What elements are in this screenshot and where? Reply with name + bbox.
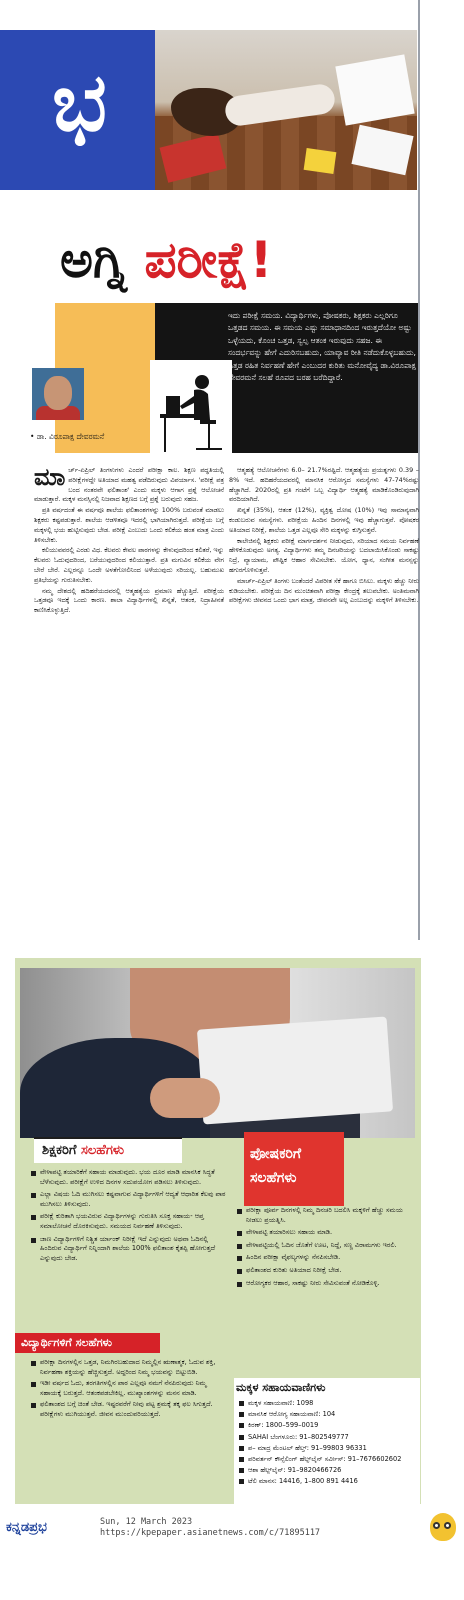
- student-desk-illustration: [150, 360, 232, 456]
- list-item: ವೇಳಾಪಟ್ಟಿಯಲ್ಲಿ ಓದಿನ ಜೊತೆಗೆ ಊಟ, ನಿದ್ದೆ, ಸಣ್ಣ ವಿರಾಮಗಳು ಇರಲಿ.: [236, 1241, 416, 1251]
- helpline-item: ಆಶಾ ಹೆಲ್ಪ್‌ಲೈನ್: 91–9820466726: [238, 1465, 420, 1476]
- list-item: ಇಡೀ ವರ್ಷದ ಓದು, ತರಗತಿಗಳಲ್ಲಿನ ಪಾಠ ಎಲ್ಲವೂ ನಮಗೆ ನೆನಪಿರುವುದು ನಿಮ್ಮ ಸಹಾಯಕ್ಕೆ ಬರುತ್ತದೆ. ಆತಂಕಪಡಬೇಕಿಲ್ಲ. ಮುಖ್ಯಾಂಶಗಳನ್ನು ಮನನ ಮಾಡಿ.: [30, 1379, 228, 1398]
- helpline-item: ಪ– ಮಾದ್ರ ಮೆಂಟಲ್ ಹೆಲ್ತ್: 91–99803 96331: [238, 1443, 420, 1454]
- list-item: ಎಲ್ಲಾ ವಿಷಯ ಓದಿ ಮುಗಿಸಲು ಕಷ್ಟವಾಗುವ ವಿದ್ಯಾರ್ಥಿಗಳಿಗೆ ಆದ್ಯತೆ ಆಧಾರಿತ ಕೆಲವು ಪಾಠ ಮುಗಿಸಲು ತಿಳಿಸುವುದು.: [30, 1190, 228, 1209]
- footer-brand-logo: ಕನ್ನಡಪ್ರಭ: [6, 1520, 47, 1535]
- helpline-list: [238, 1398, 420, 1488]
- hero-photo: [155, 30, 417, 190]
- headline-part1: ಅಗ್ನಿ: [60, 231, 145, 289]
- owl-mascot-icon: [430, 1513, 456, 1541]
- teachers-tips-heading: ಶಿಕ್ಷಕರಿಗೆ ಸಲಹೆಗಳು: [34, 1137, 182, 1163]
- helpline-item: ಕಿರಣ್: 1800–599–0019: [238, 1420, 420, 1431]
- helpline-item: SAHAI ಬೆಂಗಳೂರು: 91–802549777: [238, 1432, 420, 1443]
- students-tips-heading: ವಿದ್ಯಾರ್ಥಿಗಳಿಗೆ ಸಲಹೆಗಳು: [15, 1333, 160, 1353]
- helpline-item: ಪರಿವರ್ತನ್ ಕೌನ್ಸೆಲಿಂಗ್ ಹೆಲ್ಪ್‌ಲೈನ್ ಸರ್ವೀಸ್: 91–7676602602: [238, 1454, 420, 1465]
- author-byline: • ಡಾ. ವಿರೂಪಾಕ್ಷ ದೇವರಮನೆ: [30, 432, 105, 441]
- list-item: ಆರೋಗ್ಯಕರ ಆಹಾರ, ಸಾಕಷ್ಟು ನೀರು ಸೇವಿಸುವಂತೆ ನೋಡಿಕೊಳ್ಳಿ.: [236, 1279, 416, 1289]
- helpline-item: ಮಕ್ಕಳ ಸಹಾಯವಾಣಿ: 1098: [238, 1398, 420, 1409]
- masthead-logo: ಭ: [52, 56, 103, 149]
- list-item: ಫಲಿತಾಂಶದ ಬಗ್ಗೆ ಚಿಂತೆ ಬೇಡ. ಇಷ್ಟರವರೆಗೆ ನೀವು ಪಟ್ಟ ಶ್ರಮಕ್ಕೆ ತಕ್ಕ ಫಲ ಸಿಗುತ್ತದೆ. ಪರೀಕ್ಷೆಗಳು ಮುಗಿಯುತ್ತವೆ. ಜೀವನ ಮುಂದುವರಿಯುತ್ತದೆ.: [30, 1400, 228, 1419]
- helpline-item: ಮಾನಸಿಕ ಆರೋಗ್ಯ ಸಹಾಯವಾಣಿ: 104: [238, 1409, 420, 1420]
- list-item: ಫಲಿತಾಂಶದ ಕುರಿತು ಅತಿಯಾದ ನಿರೀಕ್ಷೆ ಬೇಡ.: [236, 1266, 416, 1276]
- parents-tips-list: [236, 1206, 416, 1376]
- list-item: ಪರೀಕ್ಷಾ ಪೂರ್ವ ದಿನಗಳಲ್ಲಿ ನಿಮ್ಮ ದಿನಚರಿ ಬದಲಿಸಿ ಮಕ್ಕಳಿಗೆ ಹೆಚ್ಚು ಸಮಯ ನೀಡಲು ಪ್ರಯತ್ನಿಸಿ.: [236, 1206, 416, 1225]
- article-column-left: [34, 466, 224, 931]
- intro-text: ಇದು ಪರೀಕ್ಷೆ ಸಮಯ. ವಿದ್ಯಾರ್ಥಿಗಳು, ಪೋಷಕರು, ಶಿಕ್ಷಕರು ಎಲ್ಲರಿಗೂ ಒತ್ತಡದ ಸಮಯ. ಈ ಸಮಯ ಎಷ್ಟು ಸಮಾಧಾನದಿಂದ ಇರುತ್ತದೆಯೋ ಅಷ್ಟು ಒಳ್ಳೆಯದು, ಕೊಂಚ ಒತ್ತಡ, ಸ್ವಲ್ಪ ಆತಂಕ ಇರುವುದು ಸಹಜ. ಈ ಸಂದರ್ಭವನ್ನು ಹೇಗೆ ಎದುರಿಸಬಹುದು, ಯಾವ್ಯಾವ ರೀತಿ ನಡೆದುಕೊಳ್ಳಬಹುದು, ಒತ್ತಡ ರಹಿತ ನಿರ್ವಹಣೆ ಹೇಗೆ ಎಂಬುದರ ಕುರಿತು ಮನೋವೈದ್ಯ ಡಾ.ವಿರೂಪಾಕ್ಷ ದೇವರಮನೆ ಸಲಹೆ ರೂಪದ ಬರಹ ಬರೆದಿದ್ದಾರೆ.: [228, 311, 416, 383]
- list-item: ಪರೀಕ್ಷಾ ದಿನಗಳಲ್ಲಿನ ಒತ್ತಡ, ನಿಮಗಿರಬಹುದಾದ ನಿಮ್ಮಲ್ಲಿನ ಋಣಾತ್ಮಕ, ಓದುವ ಶಕ್ತಿ, ನಿರ್ವಹಣಾ ಶಕ್ತಿಯನ್ನು ಹೆಚ್ಚಿಸುತ್ತದೆ. ಅದ್ದರಿಂದ ನಿಮ್ಮ ಭಯವನ್ನು ಬಿಟ್ಟುಬಿಡಿ.: [30, 1358, 228, 1377]
- headline-part2: ಪರೀಕ್ಷೆ!: [144, 231, 273, 289]
- paragraph: ನಮ್ಮ ದೇಶದಲ್ಲಿ ಹದಿಹರೆಯದವರಲ್ಲಿ ಆತ್ಮಹತ್ಯೆಯ ಪ್ರಮಾಣ ಹೆಚ್ಚುತ್ತಿದೆ. ಪರೀಕ್ಷೆಯ ಒತ್ತಡವೂ ಇದಕ್ಕೆ ಒಂದು ಕಾರಣ. ಶಾಲಾ ವಿದ್ಯಾರ್ಥಿಗಳಲ್ಲಿ ಖಿನ್ನತೆ, ಆತಂಕ, ನಿದ್ರಾಹೀನತೆ ಕಾಣಿಸಿಕೊಳ್ಳುತ್ತಿದೆ.: [34, 586, 224, 615]
- helpline-item: ಟೆಲಿ ಮಾನಸ: 14416, 1–800 891 4416: [238, 1476, 420, 1487]
- students-tips-list: [30, 1358, 228, 1503]
- list-item: ವೇಳಾಪಟ್ಟಿ ತಯಾರಿಸಲು ಸಹಾಯ ಮಾಡಿ.: [236, 1228, 416, 1238]
- list-item: ವೇಳಾಪಟ್ಟಿ ತಯಾರಿಕೆಗೆ ಸಹಾಯ ಮಾಡುವುದು. ಭಯ ದೂರ ಮಾಡಿ ಮಾನಸಿಕ ಸಿದ್ಧತೆ ಬೆಳೆಸುವುದು. ಪರೀಕ್ಷೆಗೆ ಉಳಿದ ದಿನಗಳ ಸದುಪಯೋಗ ಪಡಿಸಲು ತಿಳಿಸುವುದು.: [30, 1168, 228, 1187]
- paragraph: ಖಿನ್ನತೆ (35%), ಆತಂಕ (12%), ವ್ಯಕ್ತಿತ್ವ ದೋಷ (10%) ಇವು ಸಾಮಾನ್ಯವಾಗಿ ಕಂಡುಬರುವ ಸಮಸ್ಯೆಗಳು. ಪರೀಕ್ಷೆಯ ಹಿಂದಿನ ದಿನಗಳಲ್ಲಿ ಇವು ಹೆಚ್ಚಾಗುತ್ತವೆ. ಪೋಷಕರ ಅತಿಯಾದ ನಿರೀಕ್ಷೆ, ಶಾಲೆಯ ಒತ್ತಡ ಎಲ್ಲವೂ ಸೇರಿ ಮಕ್ಕಳನ್ನು ಕುಗ್ಗಿಸುತ್ತವೆ.: [229, 506, 419, 534]
- headline: [60, 220, 400, 300]
- paragraph: ಕಾಲೇಜಿನಲ್ಲಿ ಶಿಕ್ಷಕರು ಪರೀಕ್ಷೆ ಮಾರ್ಗದರ್ಶನ ನೀಡುವುದು, ಸರಿಯಾದ ಸಮಯ ನಿರ್ವಹಣೆ ಹೇಳಿಕೊಡುವುದು ಅಗತ್ಯ. ವಿದ್ಯಾರ್ಥಿಗಳು ತಮ್ಮ ದಿನಚರಿಯನ್ನು ಬದಲಾಯಿಸಿಕೊಂಡು ಸಾಕಷ್ಟು ನಿದ್ರೆ, ವ್ಯಾಯಾಮ, ಪೌಷ್ಟಿಕ ಆಹಾರ ಸೇವಿಸಬೇಕು. ಯೋಗ, ಧ್ಯಾನ, ಸಂಗೀತ ಮನಸ್ಸನ್ನು ಹಗುರಗೊಳಿಸುತ್ತವೆ.: [229, 536, 419, 574]
- paragraph: ರ್ಚ್-ಏಪ್ರಿಲ್ ತಿಂಗಳುಗಳು ಎಂದರೆ ಪರೀಕ್ಷಾ ಕಾಲ. ಶಿಕ್ಷಣ ಪದ್ಧತಿಯಲ್ಲಿ ಪರೀಕ್ಷೆಗಳದ್ದೇ ಅತಿಯಾದ ಮಹತ್ವ ಪಡೆದಿರುವುದು ವಿಪರ್ಯಾಸ. 'ಪರೀಕ್ಷೆ ಪತ್ರ ಬಂದ ನಂತರವೇ ಫಲಿತಾಂಶ' ಎಂದು ಮಕ್ಕಳು ಆಗಾಗ ಪ್ರಶ್ನೆ ಆಲೋಚನೆ ಮಾಡುತ್ತಾರೆ. ಮಕ್ಕಳ ಮನಸ್ಸಿನಲ್ಲಿ ನಿಜವಾದ ಶಿಕ್ಷಣದ ಬಗ್ಗೆ ಪ್ರಶ್ನೆ ಬರುವುದು ಸಹಜ.: [34, 466, 224, 504]
- stressed-student-photo: [20, 968, 415, 1138]
- teachers-tips-list: [30, 1168, 228, 1338]
- dropcap: ಮಾ: [34, 466, 66, 491]
- list-item: ಪರೀಕ್ಷೆ ಕುರಿತಾಗಿ ಭಯವಿರುವ ವಿದ್ಯಾರ್ಥಿಗಳನ್ನು ಗುರುತಿಸಿ ಸೂಕ್ತ ಸಹಾಯ- ಆಪ್ತ ಸಮಾಲೋಚನೆ ದೊರಕಿಸುವುದು. ಸಮಯದ ನಿರ್ವಹಣೆ ತಿಳಿಸುವುದು.: [30, 1212, 228, 1231]
- paragraph: ಪ್ರತಿ ವರ್ಷದಂತೆ ಈ ವರ್ಷವೂ ಶಾಲೆಯ ಫಲಿತಾಂಶಗಳನ್ನು 100% ಬರುವಂತೆ ಮಾಡಲು ಶಿಕ್ಷಕರು ಕಷ್ಟಪಡುತ್ತಾರೆ. ಶಾಲೆಯ ಆಡಳಿತವೂ ಇದರಲ್ಲಿ ಭಾಗಿಯಾಗಿರುತ್ತದೆ. ಪರೀಕ್ಷೆಯ ಬಗ್ಗೆ ಮಕ್ಕಳಲ್ಲಿ ಭಯ ಹುಟ್ಟಿಸುವುದು ಬೇಡ. ಪರೀಕ್ಷೆ ಎಂಬುದು ಒಂದು ಕಲಿಕೆಯ ಹಂತ ಮಾತ್ರ ಎಂದು ತಿಳಿಸಬೇಕು.: [34, 506, 224, 544]
- list-item: ಹಿಂದಿನ ಪರೀಕ್ಷಾ ವೈಫಲ್ಯಗಳನ್ನು ನೆನಪಿಸಬೇಡಿ.: [236, 1253, 416, 1263]
- paragraph: ಮಾರ್ಚ್-ಏಪ್ರಿಲ್ ತಿಂಗಳು ಬಂತೆಂದರೆ ವಿಪರೀತ ಸೆಕೆ ಹಾಗೂ ಬಿಸಿಲು. ಮಕ್ಕಳು ಹೆಚ್ಚು ನೀರು ಕುಡಿಯಬೇಕು. ಪರೀಕ್ಷೆಯ ದಿನ ಮುಂಚಿತವಾಗಿ ಪರೀಕ್ಷಾ ಕೇಂದ್ರಕ್ಕೆ ತಲುಪಬೇಕು. ಅಂತಿಮವಾಗಿ ಪರೀಕ್ಷೆಗಳು ಜೀವನದ ಒಂದು ಭಾಗ ಮಾತ್ರ, ಜೀವನವೇ ಅಲ್ಲ ಎಂಬುದನ್ನು ಮಕ್ಕಳಿಗೆ ತಿಳಿಸಬೇಕು.: [229, 576, 419, 605]
- list-item: ಜಾಣ ವಿದ್ಯಾರ್ಥಿಗಳಿಗೆ ನಿಶ್ಚಿತ ರ್ಯಾಂಕ್ ನಿರೀಕ್ಷೆ ಇದೆ ಎನ್ನುವುದು ಅಥವಾ ಓದಿನಲ್ಲಿ ಹಿಂದಿರುವ ವಿದ್ಯಾರ್ಥಿಗೆ ನಿನ್ನಿಂದಾಗಿ ಶಾಲೆಯ 100% ಫಲಿತಾಂಶ ಕೈತಪ್ಪಿ ಹೋಗುತ್ತದೆ ಎನ್ನುವುದು ಬೇಡ.: [30, 1235, 228, 1264]
- footer-url-link[interactable]: https://kpepaper.asianetnews.com/c/71895117: [100, 1528, 321, 1538]
- paragraph: ಆತ್ಮಹತ್ಯೆ ಆಲೋಚನೆಗಳು 6.0– 21.7%ರಷ್ಟಿದೆ. ಆತ್ಮಹತ್ಯೆಯ ಪ್ರಯತ್ನಗಳು 0.39 – 8% ಇದೆ. ಹದಿಹರೆಯದವರಲ್ಲಿ ಮಾನಸಿಕ ಆರೋಗ್ಯದ ಸಮಸ್ಯೆಗಳು 47-74%ರಷ್ಟು ಹೆಚ್ಚಾಗಿದೆ. 2020ರಲ್ಲಿ ಪ್ರತಿ ಗಂಟೆಗೆ ಒಬ್ಬ ವಿದ್ಯಾರ್ಥಿ ಆತ್ಮಹತ್ಯೆ ಮಾಡಿಕೊಂಡಿರುವುದಾಗಿ ವರದಿಯಾಗಿದೆ.: [229, 466, 419, 504]
- helpline-heading: ಮಕ್ಕಳ ಸಹಾಯವಾಣಿಗಳು: [236, 1381, 326, 1394]
- article-column-right: [229, 466, 419, 931]
- parents-tips-heading: ಪೋಷಕರಿಗೆ ಸಲಹೆಗಳು: [244, 1132, 344, 1208]
- footer-date: Sun, 12 March 2023: [100, 1517, 193, 1527]
- paragraph: ಕಲಿಯುವವರಲ್ಲಿ ಎರಡು ವಿಧ. ಕೆಲವರು ಕೇವಲ ಪಾಠಗಳನ್ನು ಕೇಳುವುದರಿಂದ ಕಲಿತರೆ, ಇನ್ನು ಕೆಲವರು ಓದುವುದರಿಂದ, ಬರೆಯುವುದರಿಂದ ಕಲಿಯುತ್ತಾರೆ. ಪ್ರತಿ ಮಗುವಿನ ಕಲಿಕೆಯ ವೇಗ ಬೇರೆ ಬೇರೆ. ಎಲ್ಲರನ್ನೂ ಒಂದೇ ಅಳತೆಗೋಲಿನಿಂದ ಅಳೆಯುವುದು ಸರಿಯಲ್ಲ. ಬಹುಮುಖ ಪ್ರತಿಭೆಯನ್ನು ಗುರುತಿಸಬೇಕು.: [34, 546, 224, 584]
- author-photo: [32, 368, 84, 420]
- footer-info: [100, 1517, 320, 1539]
